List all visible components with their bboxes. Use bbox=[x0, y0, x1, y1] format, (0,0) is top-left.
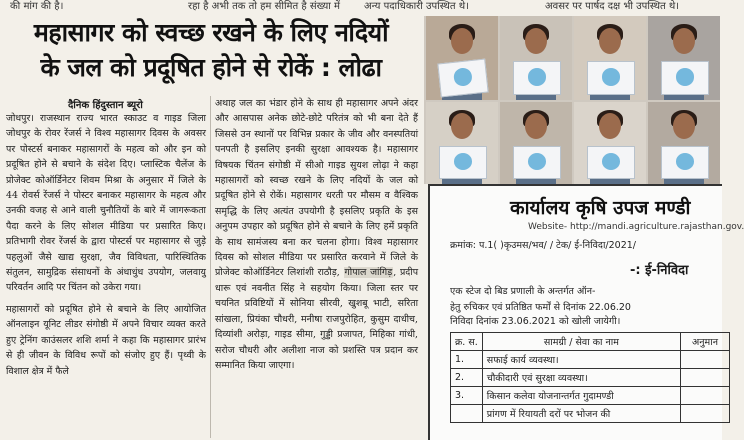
strip-text-left: की मांग की है। bbox=[10, 1, 64, 12]
table-header-row bbox=[451, 333, 730, 351]
notice-reference: क्रमांक: प.1( )कृउमस/भव/ / टेक/ ई-निविदा/2021/ bbox=[450, 240, 637, 251]
highlighted-name: गोपाल जांगिड़ bbox=[344, 267, 393, 279]
table-row bbox=[451, 387, 730, 405]
photo-participant bbox=[574, 16, 646, 100]
table-cell bbox=[451, 405, 483, 423]
headline-line-2: के जल को प्रदूषित होने से रोकें : लोढा bbox=[40, 53, 382, 82]
paragraph-text: , प्रदीप धारू एवं नवनीत सिंह ने सहयोग किया। जिला स्तर पर चयनित प्रविष्टियों में सोनिया सीरवी, खुशबू भाटी, सरिता सांखला, प्रियंका चौधरी, मनीषा राजपुरोहित, कुसुम दाधीच, दिव्यांशी अरोड़ा, गाइड सीमा, गुड्डी प्रजापत, मिहिका गांधी, सरोज चौधरी और अलीशा नाज को प्रशस्ति पत्र प्रदान कर सम्मानित किया जाएगा। bbox=[215, 267, 419, 371]
table-cell: प्रांगण में रियायती दरों पर भोजन की bbox=[482, 405, 680, 423]
table-cell: सफाई कार्य व्यवस्था। bbox=[482, 351, 680, 369]
notice-title: कार्यालय कृषि उपज मण्डी bbox=[510, 197, 691, 219]
table-header: क्र. स. bbox=[451, 333, 483, 351]
photo-participant bbox=[426, 16, 498, 100]
table-cell: 3. bbox=[451, 387, 483, 405]
paragraph-text: अथाह जल का भंडार होने के साथ ही महासागर अपने अंदर और आसपास अनेक छोटे-छोटे परितंत्र को भी बना देते हैं जिससे उन स्थानों पर विभिन्न प्रकार के जीव और वनस्पतियां पनपती है इसलिए इनकी सुरक्षा आवश्यक है। महासागर विषयक चिंतन संगोष्ठी में सीओ गाइड सुयश लोढ़ा ने कहा महासागरों को स्वच्छ रखने के लिए नदियों के जल को प्रदूषित होने से रोकें। महासागर धरती पर मौसम व वैश्विक समृद्धि के लिए अत्यंत उपयोगी है इसलिए प्रकृति के इस अनुपम उपहार को प्रदूषित होने से बचाने के लिए हमें प्रकृति के साथ सामंजस्य बना कर चलना होगा। विश्व महासागर दिवस को सोशल मीडिया पर प्रसारित करवाने में जिले के प्रोजेक्ट कोऑर्डिनेटर लिशांशी राठौड़, bbox=[215, 98, 418, 279]
table-row bbox=[451, 351, 730, 369]
photo-participant bbox=[574, 102, 646, 184]
table-cell: 1. bbox=[451, 351, 483, 369]
article-headline bbox=[4, 16, 418, 86]
article-column-2 bbox=[215, 96, 418, 379]
article-paragraph bbox=[215, 96, 418, 373]
byline: दैनिक हिंदुस्तान ब्यूरो bbox=[68, 100, 143, 111]
table-cell bbox=[681, 405, 730, 423]
photo-participant bbox=[426, 102, 498, 184]
tender-notice bbox=[428, 184, 744, 440]
column-divider bbox=[210, 96, 211, 438]
poster-photo-collage bbox=[424, 16, 720, 184]
table-header: सामग्री / सेवा का नाम bbox=[482, 333, 680, 351]
table-row bbox=[451, 405, 730, 423]
notice-website: Website- http://mandi.agriculture.rajasthan.gov. bbox=[528, 222, 744, 232]
headline-line-1: महासागर को स्वच्छ रखने के लिए नदियों bbox=[33, 18, 389, 47]
table-cell: चौकीदारी एवं सुरक्षा व्यवस्था। bbox=[482, 369, 680, 387]
article-column-1 bbox=[6, 111, 206, 385]
notice-text: निविदा दिनांक 23.06.2021 को खोली जायेगी। bbox=[450, 316, 621, 327]
notice-text: हेतु रुचिकर एवं प्रतिष्ठित फर्मों से दिनांक 22.06.20 bbox=[450, 302, 631, 313]
table-row bbox=[451, 369, 730, 387]
strip-text-right: अवसर पर पार्षद दक्ष भी उपस्थित थे। bbox=[545, 1, 680, 12]
article-paragraph: जोधपुर। राजस्थान राज्य भारत स्काउट व गाइड जिला जोधपुर के रोवर रेंजर्स ने विश्व महासागर दिवस के अवसर पर पोस्टर्स बनाकर महासागरों के महत्व को और इन को प्रदूषित होने से बचाने के संदेश दिए। प्लास्टिक चैलेंज के प्रोजेक्ट कोऑर्डिनेटर शिवम मिश्रा के अनुसार में जिले के 44 रोवर्स रेंजर्स ने पोस्टर बनाकर महासागर के महत्व और उनकी वजह से आने वाली चुनौतियों के बारे में जागरूकता पैदा करने के लिए सोशल मीडिया पर प्रसारित किए। प्रतिभागी रोवर रेंजर्स के द्वारा पोस्टर्स पर महासागर से जुड़े पहलुओं जैसे खाद्य सुरक्षा, जैव विविधता, पारिस्थितिक संतुलन, सामुद्रिक संसाधनों के अंधाधुंध उपयोग, जलवायु परिवर्तन आदि पर चिंतन को उकेरा गया। bbox=[6, 113, 206, 294]
table-cell bbox=[681, 351, 730, 369]
strip-text-middle2: अन्य पदाधिकारी उपस्थित थे। bbox=[364, 1, 469, 12]
notice-heading: -: ई-निविदा bbox=[630, 263, 689, 278]
notice-table bbox=[450, 332, 730, 423]
table-header: अनुमान bbox=[681, 333, 730, 351]
photo-participant bbox=[648, 102, 720, 184]
previous-articles-strip bbox=[0, 0, 720, 14]
photo-participant bbox=[648, 16, 720, 100]
article-paragraph: महासागरों को प्रदूषित होने से बचाने के लिए आयोजित ऑनलाइन यूनिट लीडर संगोष्ठी में अपने विचार व्यक्त करते हुए ट्रेनिंग काउंसलर शशि शर्मा ने कहा कि महासागर प्रारंभ से ही जीवन के विविध रूपों को संजोए हुए हैं। पृथ्वी के विशाल क्षेत्र में फैले bbox=[6, 303, 206, 377]
photo-participant bbox=[500, 16, 572, 100]
strip-text-middle: रहा है अभी तक तो हम सीमित है संख्या में bbox=[188, 1, 341, 12]
table-cell bbox=[681, 387, 730, 405]
table-cell bbox=[681, 369, 730, 387]
table-cell: 2. bbox=[451, 369, 483, 387]
photo-participant bbox=[500, 102, 572, 184]
notice-text: एक स्टेज दो बिड प्रणाली के अन्तर्गत ऑन- bbox=[450, 286, 596, 297]
table-cell: किसान कलेवा योजनान्तर्गत गुदामण्डी bbox=[482, 387, 680, 405]
